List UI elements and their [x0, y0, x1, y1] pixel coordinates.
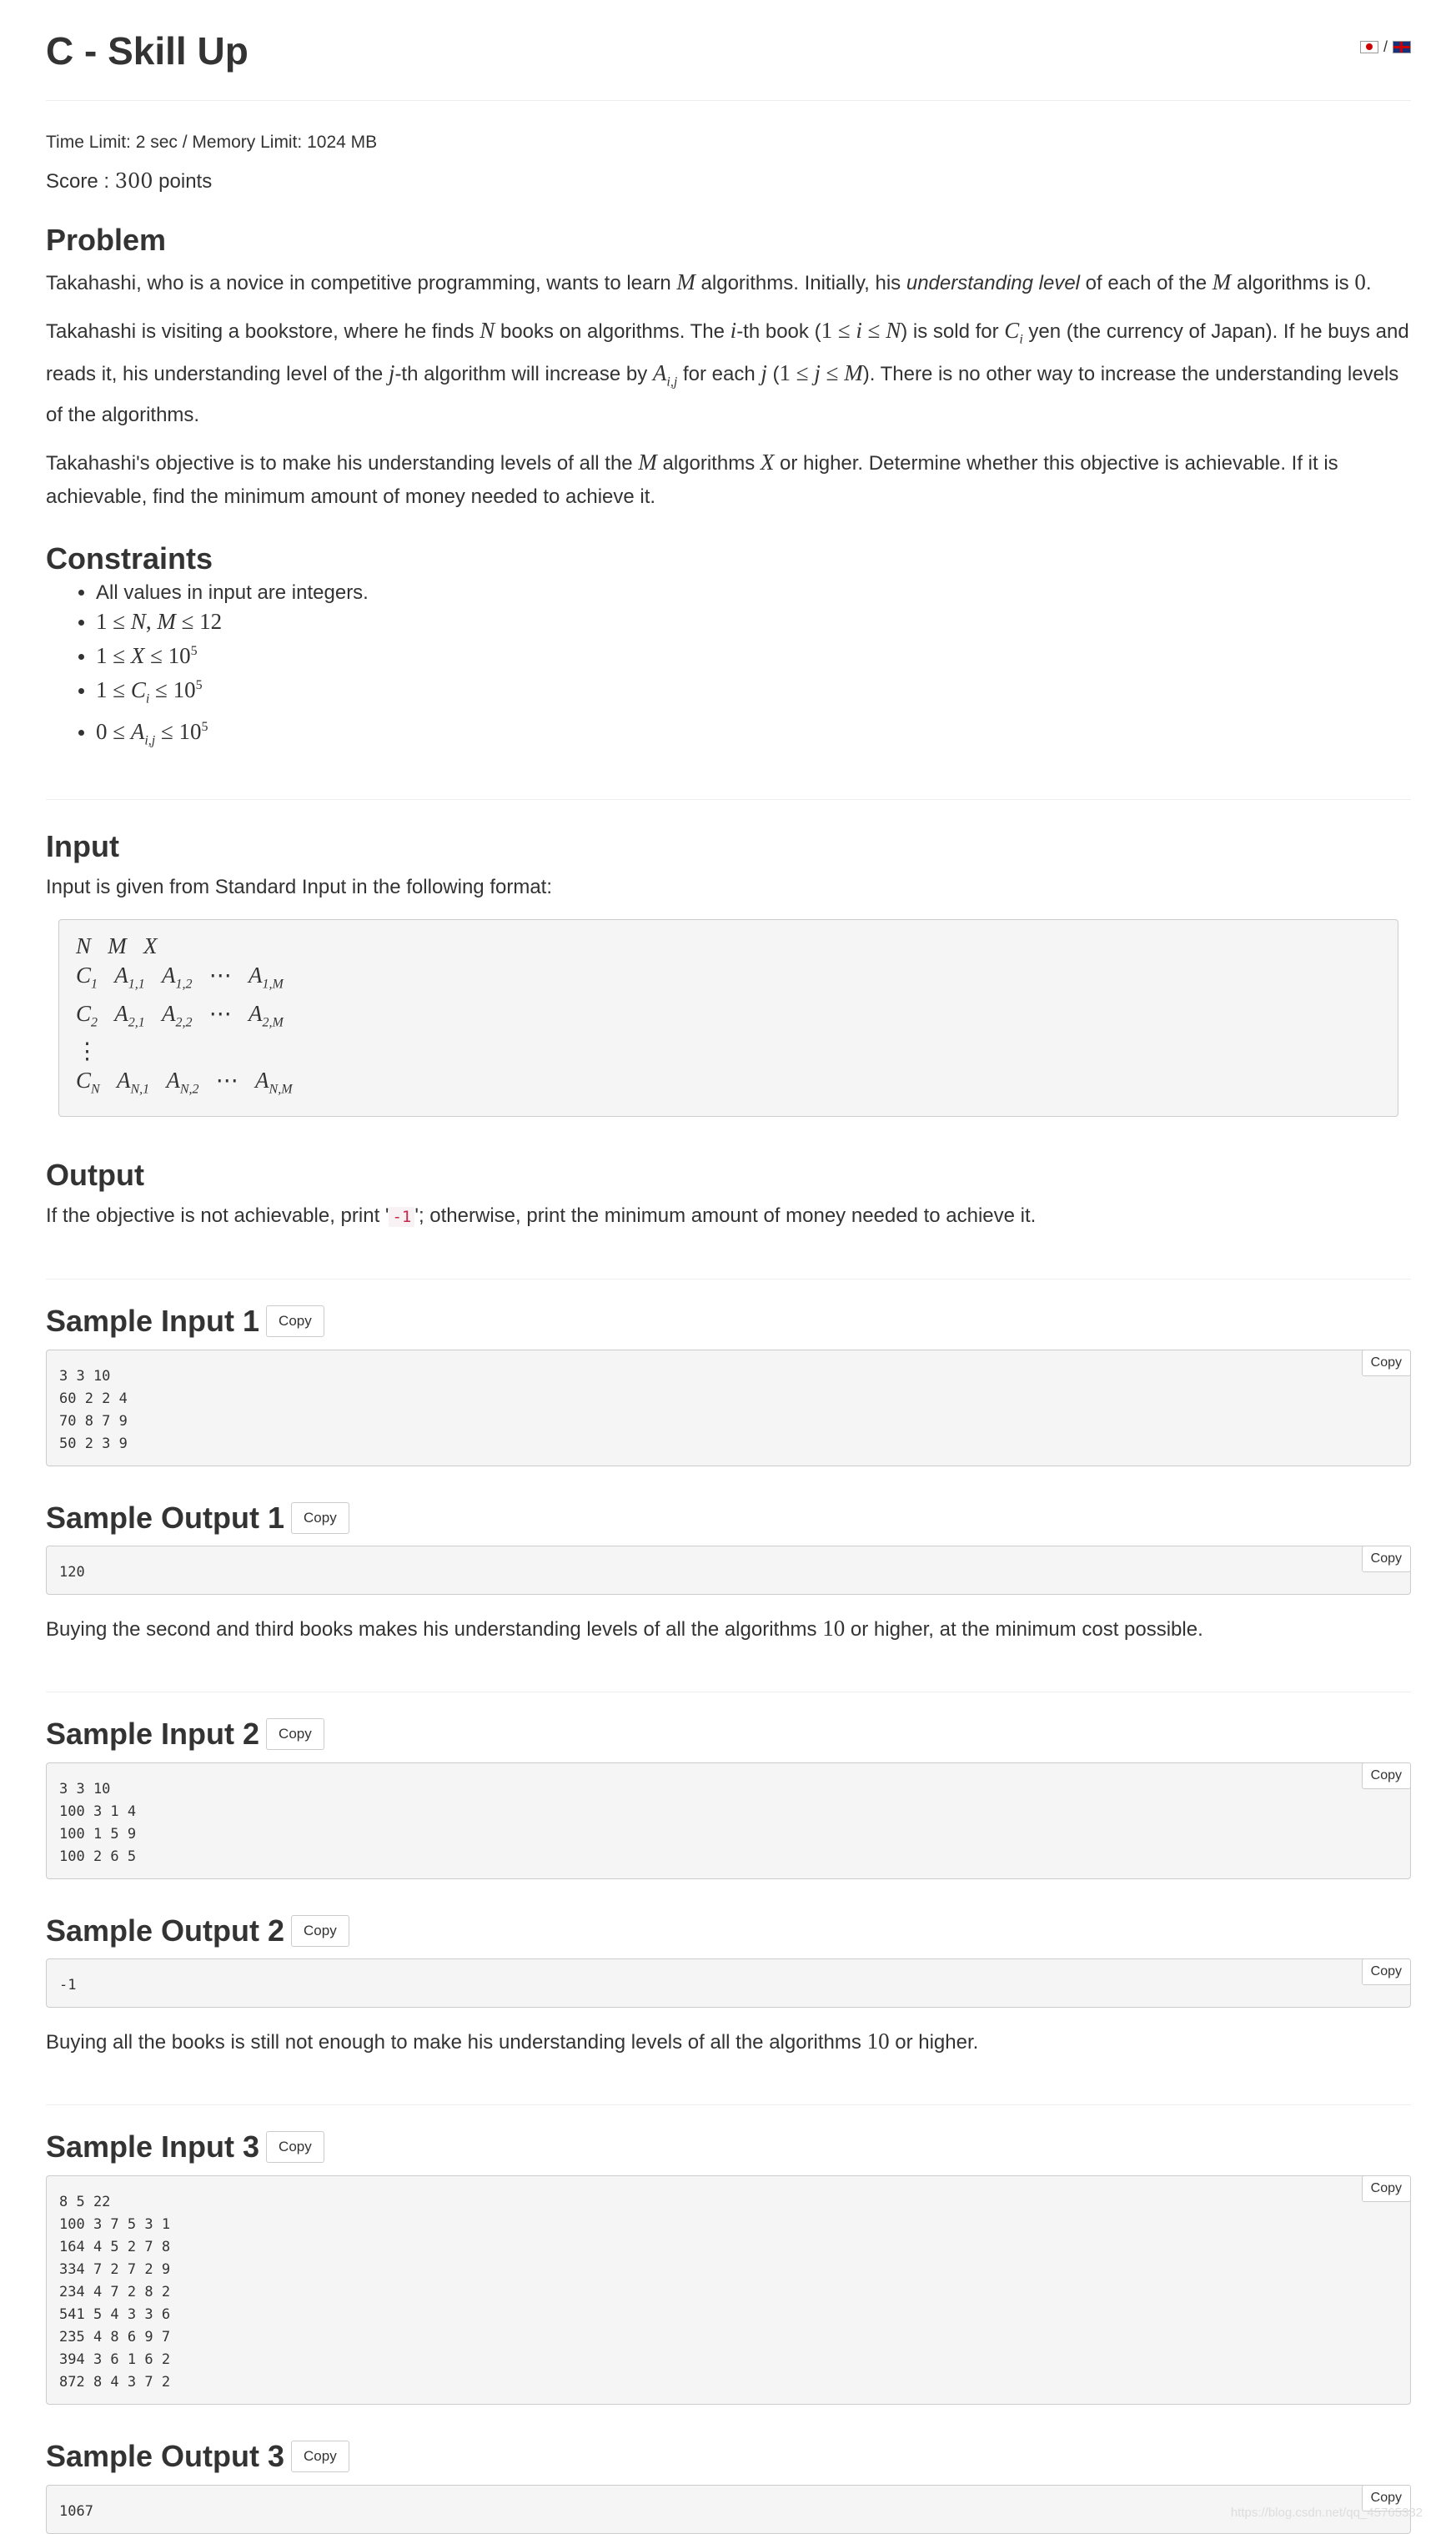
problem-paragraph-1: Takahashi, who is a novice in competitive programming, wants to learn M algorithms. Initially, his understanding level of each of the M algorithms is 0.	[46, 269, 1372, 294]
output-heading: Output	[46, 1157, 144, 1192]
flag-uk-icon[interactable]	[1393, 41, 1411, 53]
watermark: https://blog.csdn.net/qq_45765332	[1230, 2506, 1423, 2520]
constraint-item: • $1 \le C_i \le 10^5$	[96, 671, 1411, 713]
score-value: 300	[114, 169, 153, 193]
sample-input-1	[46, 1305, 1411, 1466]
sample-output-1	[46, 1501, 1411, 1647]
copy-button[interactable]: Copy	[1362, 1762, 1411, 1789]
score-label: Score :	[46, 170, 115, 193]
sample-output-2-heading: Sample Output 2	[46, 1913, 285, 1948]
score-unit: points	[153, 170, 213, 193]
sample-output-1-pre: 120	[46, 1546, 1411, 1595]
sample-input-2-pre: 3 3 10 100 3 1 4 100 1 5 9 100 2 6 5	[46, 1762, 1411, 1879]
copy-button[interactable]: Copy	[1362, 1958, 1411, 1985]
title-row	[46, 0, 1411, 101]
sample-input-2	[46, 1717, 1411, 1879]
problem-page	[46, 0, 1411, 2534]
language-separator: /	[1383, 38, 1388, 55]
sample-output-2-pre: -1	[46, 1958, 1411, 2008]
copy-button[interactable]: Copy	[1362, 2485, 1411, 2511]
sample-output-3-heading: Sample Output 3	[46, 2439, 285, 2474]
divider	[46, 2104, 1411, 2105]
input-section	[46, 830, 1411, 1117]
copy-button[interactable]: Copy	[266, 1305, 324, 1337]
input-description: Input is given from Standard Input in the following format:	[46, 876, 552, 899]
copy-button[interactable]: Copy	[291, 1502, 349, 1534]
sample-output-2	[46, 1914, 1411, 2060]
copy-button[interactable]: Copy	[291, 1915, 349, 1947]
sample-2-explanation: Buying all the books is still not enough to make his understanding levels of all the algorithms 10 or higher.	[46, 2029, 979, 2054]
sample-output-3	[46, 2440, 1411, 2534]
constraint-item: • $0 \le A_{i,j} \le 10^5$	[96, 713, 1411, 755]
divider	[46, 799, 1411, 800]
problem-paragraph-3: Takahashi's objective is to make his understanding levels of all the M algorithms X or higher. Determine whether this objective is achievable. If it is achievable, find the minimum amount of money needed to achieve it.	[46, 450, 1338, 509]
sample-input-3	[46, 2130, 1411, 2405]
constraint-item: • $1 \le X \le 10^5$	[96, 637, 1411, 671]
sample-input-3-heading: Sample Input 3	[46, 2129, 260, 2164]
input-heading: Input	[46, 828, 119, 863]
constraint-item: • All values in input are integers.	[96, 579, 1411, 607]
sample-input-3-pre: 8 5 22 100 3 7 5 3 1 164 4 5 2 7 8 334 7 2 7 2 9 234 4 7 2 8 2 541 5 4 3 3 6 235 4 8 6 9 7 394 3 6 1 6 2 872 8 4 3 7 2	[46, 2175, 1411, 2405]
sample-output-3-pre: 1067	[46, 2485, 1411, 2534]
sample-output-1-heading: Sample Output 1	[46, 1500, 285, 1535]
copy-button[interactable]: Copy	[291, 2441, 349, 2472]
problem-heading: Problem	[46, 223, 167, 257]
copy-button[interactable]: Copy	[1362, 1350, 1411, 1376]
score	[46, 169, 1411, 194]
page-title: C - Skill Up	[46, 29, 249, 73]
output-description: If the objective is not achievable, print ' -1 '; otherwise, print the minimum amount of money needed to achieve it.	[46, 1204, 1037, 1228]
sample-input-1-pre: 3 3 10 60 2 2 4 70 8 7 9 50 2 3 9	[46, 1350, 1411, 1466]
copy-button[interactable]: Copy	[266, 2131, 324, 2163]
copy-button[interactable]: Copy	[1362, 1546, 1411, 1572]
sample-input-1-heading: Sample Input 1	[46, 1304, 260, 1339]
copy-button[interactable]: Copy	[1362, 2175, 1411, 2202]
output-section	[46, 1159, 1411, 1234]
divider	[46, 1279, 1411, 1280]
language-switch	[1360, 38, 1411, 56]
constraints-heading: Constraints	[46, 541, 213, 576]
problem-section	[46, 224, 1411, 514]
constraints-section	[46, 542, 1411, 755]
time-memory-limits: Time Limit: 2 sec / Memory Limit: 1024 MB	[46, 133, 378, 152]
sample-1-explanation: Buying the second and third books makes his understanding levels of all the algorithms 10 or higher, at the minimum cost possible.	[46, 1616, 1203, 1642]
problem-paragraph-2: Takahashi is visiting a bookstore, where he finds N books on algorithms. The i-th book (1 ≤ i ≤ N) is sold for $C_i$ yen (the currency of Japan). If he buys and reads it, his understanding level of the j-th algorithm will increase by $A_{i,j}$ for each j (1 ≤ j ≤ M). There is no other way to increase the understanding levels of the algorithms.	[46, 317, 1409, 427]
sample-input-2-heading: Sample Input 2	[46, 1717, 260, 1752]
constraint-item: • 1 ≤ N, M ≤ 12	[96, 607, 1411, 637]
flag-japan-icon[interactable]	[1360, 41, 1378, 53]
inline-code: -1	[389, 1207, 414, 1227]
copy-button[interactable]: Copy	[266, 1718, 324, 1750]
input-format-box: N M X $C_1$ $A_{1,1}$ $A_{1,2}$ ⋯ $A_{1,M}$ $C_2$ $A_{2,1}$ $A_{2,2}$ ⋯ $A_{2,M}$ ⋮ $C_N$ $A_{N,1}$ $A_{N,2}$ ⋯ $A_{N,M}$	[58, 919, 1398, 1116]
constraints-list	[46, 579, 1411, 756]
